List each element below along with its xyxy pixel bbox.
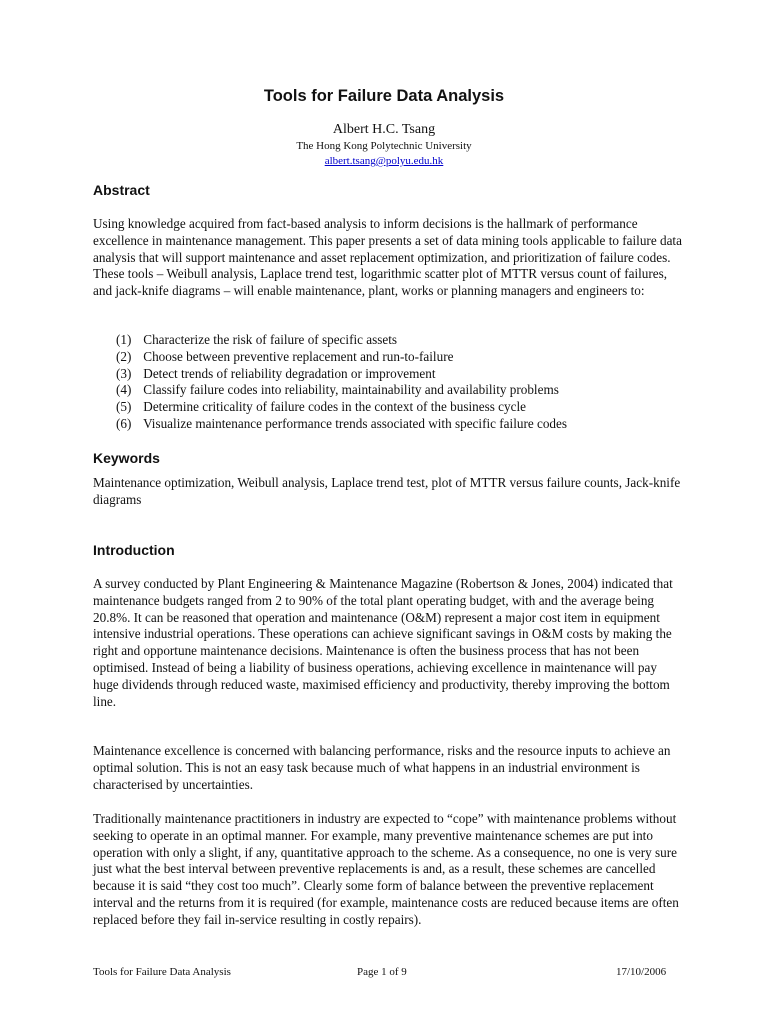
list-item [116, 382, 567, 399]
list-item [116, 366, 567, 383]
author-affiliation: The Hong Kong Polytechnic University [296, 140, 472, 152]
introduction-paragraph-1: A survey conducted by Plant Engineering & Maintenance Magazine (Robertson & Jones, 2004) indicated that maintenance budgets ranged from 2 to 90% of the total plant operating budget, with and the average being 20.8%. It can be reasoned that operation and maintenance (O&M) represent a major cost item in equipment intensive industrial operations. These operations can achieve significant savings in O&M costs by making the right and opportune maintenance decisions. Maintenance is often the business process that has not been optimised. Instead of being a liability of business operations, achieving excellence in maintenance will pay huge dividends through reduced waste, maximised efficiency and productivity, thereby improving the bottom line. [93, 576, 673, 709]
paper-title: Tools for Failure Data Analysis [263, 87, 505, 105]
list-item-number: (2) [116, 348, 132, 364]
list-item-number: (5) [116, 399, 132, 415]
footer-page-number: Page 1 of 9 [357, 966, 407, 978]
introduction-paragraph-3: Traditionally maintenance practitioners in industry are expected to “cope” with maintenance problems without seeking to operate in an optimal manner. For example, many preventive maintenance schemes are put into operation with only a slight, if any, quantitative approach to the scheme. As a consequence, no one is very sure just what the best interval between preventive replacements is and, as a result, these schemes are cancelled because it is said “they cost too much”. Clearly some form of balance between the preventive replacement interval and the returns from it is required (for example, maintenance costs are reduced because items are often replaced before they fail in-service resulting in costly repairs). [93, 811, 679, 927]
list-item-text: Classify failure codes into reliability, maintainability and availability problems [143, 382, 559, 398]
author-name: Albert H.C. Tsang [332, 122, 436, 137]
list-item-number: (6) [116, 415, 132, 431]
list-item [116, 416, 567, 433]
list-item-number: (3) [116, 365, 132, 381]
list-item-number: (4) [116, 382, 132, 398]
email-link[interactable]: albert.tsang@polyu.edu.hk [324, 155, 444, 167]
list-item [116, 349, 567, 366]
list-item-text: Detect trends of reliability degradation or improvement [143, 365, 436, 381]
footer-date: 17/10/2006 [616, 966, 667, 978]
list-item [116, 332, 567, 349]
author-email [0, 155, 768, 167]
introduction-paragraph-2: Maintenance excellence is concerned with balancing performance, risks and the resource inputs to achieve an optimal solution. This is not an easy task because much of what happens in an industrial environment is characterised by uncertainties. [93, 743, 671, 792]
list-item-text: Characterize the risk of failure of specific assets [143, 332, 398, 347]
abstract-body: Using knowledge acquired from fact-based analysis to inform decisions is the hallmark of performance excellence in maintenance management. This paper presents a set of data mining tools applicable to failure data analysis that will support maintenance and asset replacement optimization, and prioritization of failure codes. These tools – Weibull analysis, Laplace trend test, logarithmic scatter plot of MTTR versus count of failures, and jack-knife diagrams – will enable maintenance, plant, works or planning managers and engineers to: [93, 216, 682, 299]
footer-title: Tools for Failure Data Analysis [93, 966, 231, 978]
introduction-heading: Introduction [93, 542, 175, 558]
abstract-list [116, 332, 567, 433]
abstract-heading: Abstract [93, 182, 150, 198]
list-item-text: Visualize maintenance performance trends associated with specific failure codes [143, 415, 568, 431]
keywords-body: Maintenance optimization, Weibull analysis, Laplace trend test, plot of MTTR versus failure counts, Jack-knife diagrams [93, 475, 681, 507]
list-item-text: Determine criticality of failure codes in the context of the business cycle [143, 399, 526, 415]
list-item-number: (1) [116, 332, 132, 347]
list-item-text: Choose between preventive replacement and run-to-failure [143, 348, 454, 364]
keywords-heading: Keywords [93, 450, 160, 466]
list-item [116, 399, 567, 416]
